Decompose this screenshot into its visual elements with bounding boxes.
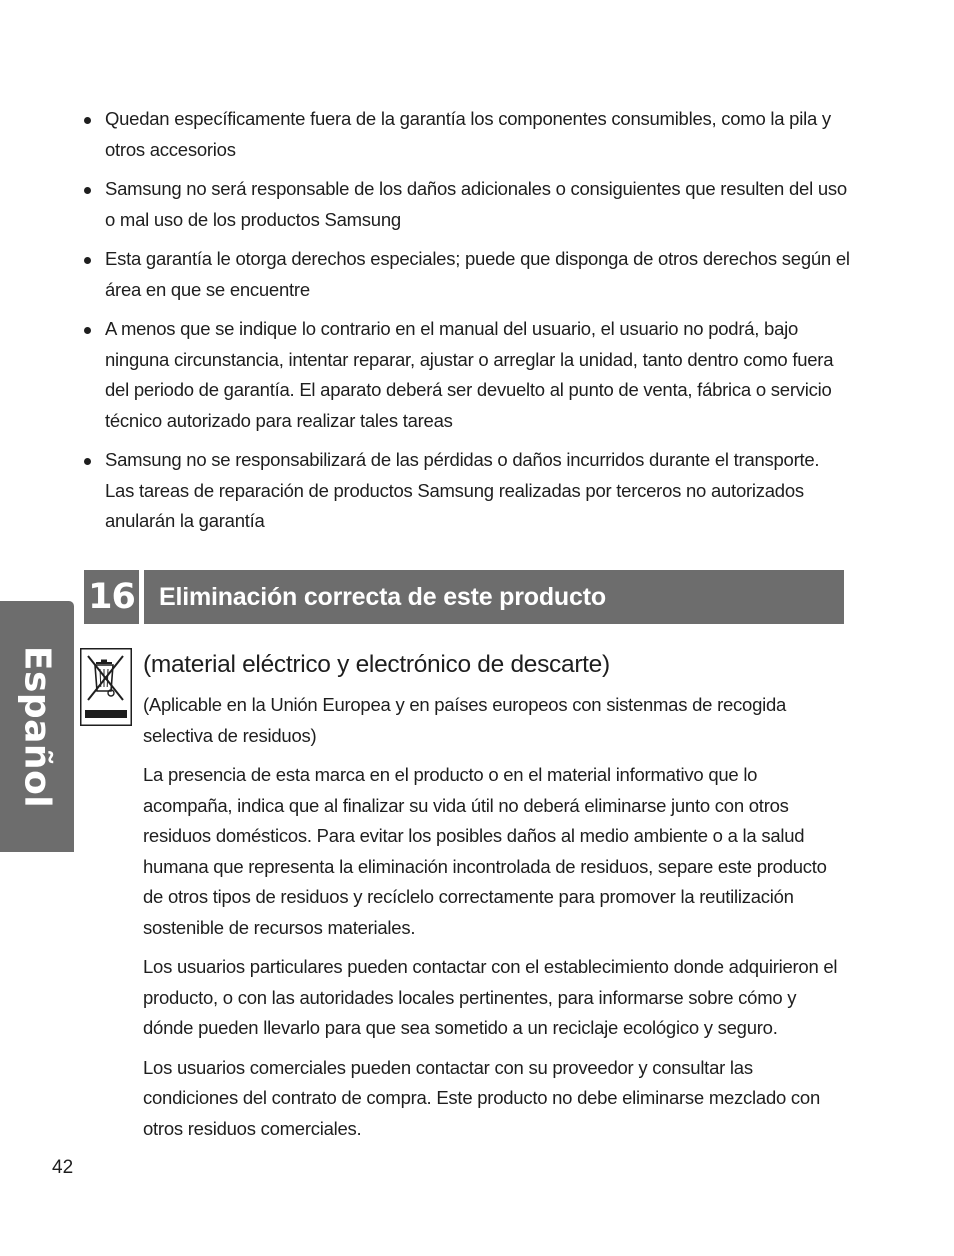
list-item [82, 445, 852, 537]
paragraph-private-users: Los usuarios particulares pueden contactar con el establecimiento donde adquirieron el producto, o con las autoridades locales pertinentes, para informarse sobre cómo y dónde pueden llevarlo para que sea sometido a un reciclaje ecológico y seguro. [143, 956, 838, 1038]
list-item-text: Samsung no será responsable de los daños adicionales o consiguientes que resulten del uso o mal uso de los productos Samsung [105, 178, 847, 230]
language-label: Español [16, 645, 58, 809]
bullet-icon [84, 327, 91, 334]
section-number: 16 [84, 570, 139, 624]
list-item-text: A menos que se indique lo contrario en el manual del usuario, el usuario no podrá, bajo ninguna circunstancia, intentar reparar, ajustar o arreglar la unidad, tanto dentro como fuera del periodo de garantía. El aparato deberá ser devuelto al punto de venta, fábrica o servicio técnico autorizado para realizar tales tareas [105, 318, 834, 431]
warranty-exclusions-list [82, 104, 852, 546]
language-side-tab [0, 601, 74, 852]
list-item [82, 174, 852, 235]
section-title: Eliminación correcta de este producto [159, 583, 606, 611]
paragraph-business-users: Los usuarios comerciales pueden contactar con su proveedor y consultar las condiciones del contrato de compra. Este producto no debe eliminarse mezclado con otros residuos comerciales. [143, 1056, 820, 1139]
list-item-text: Samsung no se responsabilizará de las pérdidas o daños incurridos durante el transporte. Las tareas de reparación de productos Samsung realizadas por terceros no autorizados anularán la garantía [105, 449, 820, 531]
list-item-text: Quedan específicamente fuera de la garantía los componentes consumibles, como la pila y otros accesorios [105, 108, 831, 160]
list-item [82, 104, 852, 165]
section-subtitle: (material eléctrico y electrónico de descarte) [143, 651, 610, 678]
section-header-bar [144, 570, 844, 624]
bullet-icon [84, 257, 91, 264]
page-number: 42 [52, 1157, 74, 1178]
crossed-out-wheelie-bin-icon [80, 648, 132, 726]
paragraph-disposal-mark: La presencia de esta marca en el producto o en el material informativo que lo acompaña, indica que al finalizar su vida útil no deberá eliminarse junto con otros residuos domésticos. Para evitar los posibles daños al medio ambiente o a la salud humana que representa la eliminación incontrolada de residuos, separe este producto de otros tipos de residuos y recíclelo correctamente para promover la reutilización sostenible de recursos materiales. [143, 764, 827, 938]
bullet-icon [84, 117, 91, 124]
bullet-icon [84, 458, 91, 465]
bullet-icon [84, 187, 91, 194]
list-item [82, 314, 852, 436]
section-body [143, 690, 848, 1153]
list-item [82, 244, 852, 305]
list-item-text: Esta garantía le otorga derechos especiales; puede que disponga de otros derechos según el área en que se encuentre [105, 248, 850, 300]
paragraph-scope: (Aplicable en la Unión Europea y en países europeos con sistenmas de recogida selectiva de residuos) [143, 694, 787, 746]
